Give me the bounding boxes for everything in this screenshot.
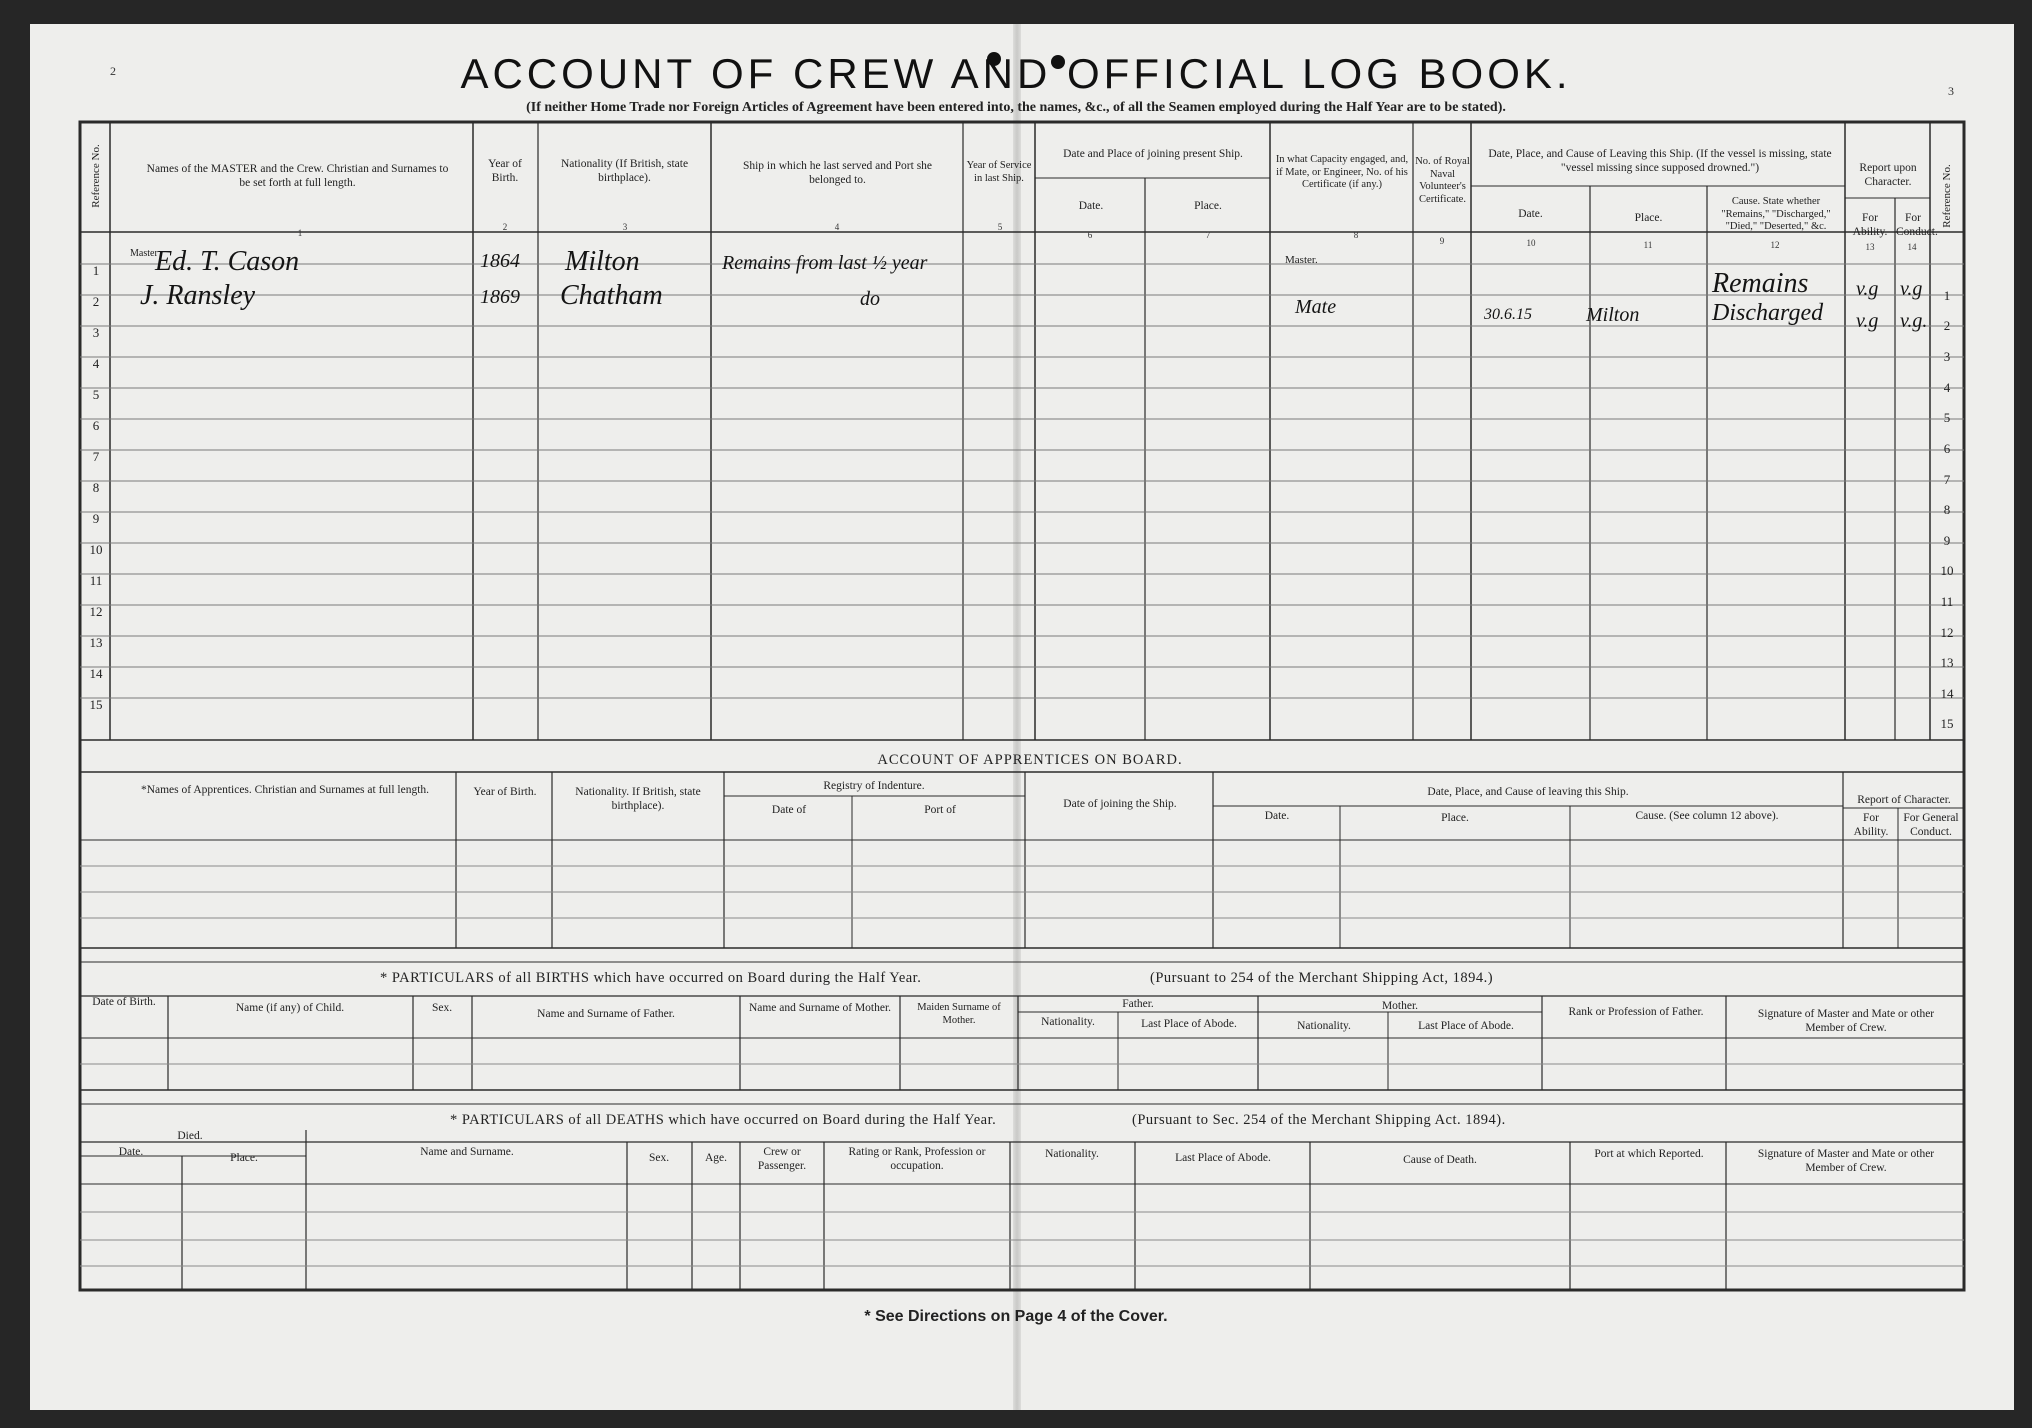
row-number-left: 9 (92, 511, 100, 526)
birth-col-date: Date of Birth. (92, 996, 156, 1008)
row-number-right: 9 (1943, 533, 1951, 548)
crew-entry-nationality: Milton (565, 246, 640, 277)
death-col-rating: Rating or Rank, Profession or occupation. (848, 1146, 986, 1172)
row-number-left: 3 (92, 325, 100, 340)
footer-note: * See Directions on Page 4 of the Cover. (864, 1308, 1168, 1325)
apprentice-col-nationality: Nationality. If British, state birthplace). (575, 786, 701, 812)
crew-col-ability-header: For Ability. (1852, 212, 1888, 238)
col-number: 3 (622, 222, 628, 232)
row-number-right: 6 (1943, 441, 1951, 456)
row-number-left: 12 (89, 604, 103, 619)
births-act: (Pursuant to 254 of the Merchant Shipping Act, 1894.) (1150, 970, 1494, 986)
death-col-place: Place. (230, 1152, 258, 1164)
birth-col-father-name: Name and Surname of Father. (537, 1008, 675, 1020)
col-number: 2 (502, 222, 508, 232)
row-number-right: 13 (1940, 655, 1954, 670)
crew-entry-leave-date: 30.6.15 (1484, 306, 1532, 323)
crew-col-conduct-header: For Conduct. (1896, 212, 1938, 238)
crew-col-capacity-header: In what Capacity engaged, and, if Mate, or Engineer, No. of his Certificate (if any.) (1275, 154, 1409, 191)
crew-entry-nationality: Chatham (560, 280, 663, 311)
row-number-left: 13 (89, 635, 103, 650)
row-number-right: 4 (1943, 380, 1951, 395)
crew-entry-leave-place: Milton (1586, 304, 1640, 326)
crew-entry-conduct: v.g (1900, 278, 1923, 300)
crew-col-joining-header: Date and Place of joining present Ship. (1063, 148, 1243, 160)
apprentice-col-date: Date. (1264, 810, 1290, 822)
master-label: Master (130, 248, 158, 259)
crew-col-nationality-header: Nationality (If British, state birthplace). (560, 158, 689, 184)
crew-entry-last-ship: Remains from last ½ year (722, 252, 928, 274)
birth-col-sex: Sex. (431, 1002, 453, 1014)
apprentice-col-joining: Date of joining the Ship. (1063, 798, 1177, 810)
births-title: * PARTICULARS of all BIRTHS which have occurred on Board during the Half Year. (380, 970, 922, 986)
col-number: 1 (297, 228, 303, 238)
death-col-nationality: Nationality. (1045, 1148, 1099, 1160)
row-number-left: 10 (89, 542, 103, 557)
apprentice-col-leaving: Date, Place, and Cause of leaving this Ship. (1427, 786, 1629, 798)
crew-entry-cause: Remains (1712, 268, 1809, 299)
birth-col-mother-group: Mother. (1381, 1000, 1419, 1012)
birth-col-mother-name: Name and Surname of Mother. (748, 1002, 892, 1014)
death-col-date: Date. (118, 1146, 144, 1158)
col-number: 5 (997, 222, 1003, 232)
birth-col-child-name: Name (if any) of Child. (235, 1002, 345, 1014)
row-number-right: 3 (1943, 349, 1951, 364)
crew-entry-last-ship: do (860, 288, 880, 310)
row-number-left: 2 (92, 294, 100, 309)
row-number-left: 11 (89, 573, 103, 588)
row-number-left: 5 (92, 387, 100, 402)
crew-entry-year: 1869 (480, 286, 520, 308)
row-number-left: 6 (92, 418, 100, 433)
page-title: ACCOUNT OF CREW AND OFFICIAL LOG BOOK. (460, 50, 1572, 97)
crew-entry-cause: Discharged (1712, 300, 1824, 326)
apprentice-col-conduct: For General Conduct. (1903, 812, 1959, 838)
col-number: 9 (1439, 236, 1445, 246)
apprentice-col-place: Place. (1441, 812, 1469, 824)
apprentice-col-names: *Names of Apprentices. Christian and Surnames at full length. (140, 784, 430, 796)
birth-col-signature: Signature of Master and Mate or other Member of Crew. (1757, 1008, 1935, 1034)
crew-col-leave-place-header: Place. (1634, 212, 1663, 224)
crew-col-rnv-header: No. of Royal Naval Volunteer's Certificate. (1415, 156, 1470, 205)
col-number: 7 (1205, 230, 1211, 240)
row-number-right: 12 (1940, 625, 1954, 640)
birth-col-father-group: Father. (1122, 998, 1154, 1010)
apprentice-col-ability: For Ability. (1853, 812, 1889, 838)
birth-col-father-nationality: Nationality. (1041, 1016, 1095, 1028)
birth-col-rank: Rank or Profession of Father. (1568, 1006, 1704, 1018)
col-number: 13 (1865, 242, 1875, 252)
row-number-left: 1 (92, 263, 100, 278)
death-col-name: Name and Surname. (420, 1146, 514, 1158)
crew-entry-capacity-master: Master. (1285, 254, 1318, 266)
crew-col-last-ship-header: Ship in which he last served and Port she belonged to. (742, 160, 933, 186)
crew-entry-ability: v.g (1856, 310, 1879, 332)
row-number-right: 7 (1943, 472, 1951, 487)
row-number-left: 15 (89, 697, 103, 712)
death-col-cause: Cause of Death. (1403, 1154, 1477, 1166)
deaths-title: * PARTICULARS of all DEATHS which have occurred on Board during the Half Year. (450, 1112, 997, 1128)
death-col-sex: Sex. (648, 1152, 670, 1164)
crew-entry-name: Ed. T. Cason (155, 246, 300, 277)
crew-col-report-header: Report upon Character. (1859, 162, 1917, 188)
death-col-crew: Crew or Passenger. (757, 1146, 807, 1172)
apprentice-col-date-of: Date of (771, 804, 807, 816)
birth-col-father-abode: Last Place of Abode. (1141, 1018, 1237, 1030)
apprentices-title: ACCOUNT OF APPRENTICES ON BOARD. (877, 752, 1183, 768)
row-number-right: 15 (1940, 716, 1954, 731)
col-number: 12 (1770, 240, 1780, 250)
row-number-right: 8 (1943, 502, 1951, 517)
apprentice-col-report: Report of Character. (1857, 794, 1951, 806)
birth-col-mother-abode: Last Place of Abode. (1418, 1020, 1514, 1032)
reference-no-header-right: Reference No. (1941, 164, 1953, 228)
left-page-number: 2 (110, 64, 116, 78)
birth-col-maiden-name: Maiden Surname of Mother. (917, 1002, 1001, 1026)
right-page-number: 3 (1948, 84, 1954, 98)
row-number-left: 4 (92, 356, 100, 371)
crew-col-name-header: Names of the MASTER and the Crew. Christian and Surnames to be set forth at full length. (146, 163, 449, 189)
apprentice-col-registry: Registry of Indenture. (823, 780, 925, 792)
crew-entry-year: 1864 (480, 250, 520, 272)
crew-entry-capacity: Mate (1295, 296, 1337, 318)
death-col-abode: Last Place of Abode. (1175, 1152, 1271, 1164)
apprentice-col-year: Year of Birth. (473, 786, 537, 798)
death-col-signature: Signature of Master and Mate or other Member of Crew. (1757, 1148, 1935, 1174)
row-number-right: 10 (1940, 563, 1954, 578)
birth-col-mother-nationality: Nationality. (1297, 1020, 1351, 1032)
col-number: 4 (834, 222, 840, 232)
page-subtitle: (If neither Home Trade nor Foreign Articles of Agreement have been entered into, the names, &c., of all the Seamen employed during the Half Year are to be stated). (526, 100, 1506, 115)
death-col-port: Port at which Reported. (1594, 1148, 1704, 1160)
row-number-right: 11 (1940, 594, 1954, 609)
row-number-left: 8 (92, 480, 100, 495)
col-number: 6 (1087, 230, 1093, 240)
col-number: 10 (1526, 238, 1536, 248)
row-number-right: 5 (1943, 410, 1951, 425)
crew-col-year-header: Year of Birth. (488, 158, 522, 184)
apprentice-col-cause: Cause. (See column 12 above). (1635, 810, 1779, 822)
row-number-right: 1 (1943, 288, 1951, 303)
death-col-age: Age. (704, 1152, 728, 1164)
crew-entry-conduct: v.g. (1900, 310, 1928, 332)
crew-col-leaving-header: Date, Place, and Cause of Leaving this Ship. (If the vessel is missing, state "vessel missing since supposed drowned.") (1488, 148, 1832, 174)
reference-no-header-left: Reference No. (90, 144, 102, 208)
crew-col-join-date-header: Date. (1078, 200, 1104, 212)
crew-col-service-header: Year of Service in last Ship. (966, 160, 1032, 184)
death-col-died: Died. (177, 1130, 203, 1142)
apprentice-col-port-of: Port of (924, 804, 956, 816)
row-number-right: 2 (1943, 318, 1951, 333)
deaths-act: (Pursuant to Sec. 254 of the Merchant Shipping Act. 1894). (1132, 1112, 1506, 1128)
crew-col-cause-header: Cause. State whether "Remains," "Discharged," "Died," "Deserted," &c. (1721, 196, 1831, 233)
row-number-left: 14 (89, 666, 103, 681)
crew-col-join-place-header: Place. (1194, 200, 1222, 212)
col-number: 8 (1353, 230, 1359, 240)
col-number: 14 (1907, 242, 1917, 252)
crew-entry-ability: v.g (1856, 278, 1879, 300)
row-number-right: 14 (1940, 686, 1954, 701)
crew-col-leave-date-header: Date. (1518, 208, 1543, 220)
crew-entry-name: J. Ransley (140, 280, 256, 311)
row-number-left: 7 (92, 449, 100, 464)
col-number: 11 (1643, 240, 1653, 250)
